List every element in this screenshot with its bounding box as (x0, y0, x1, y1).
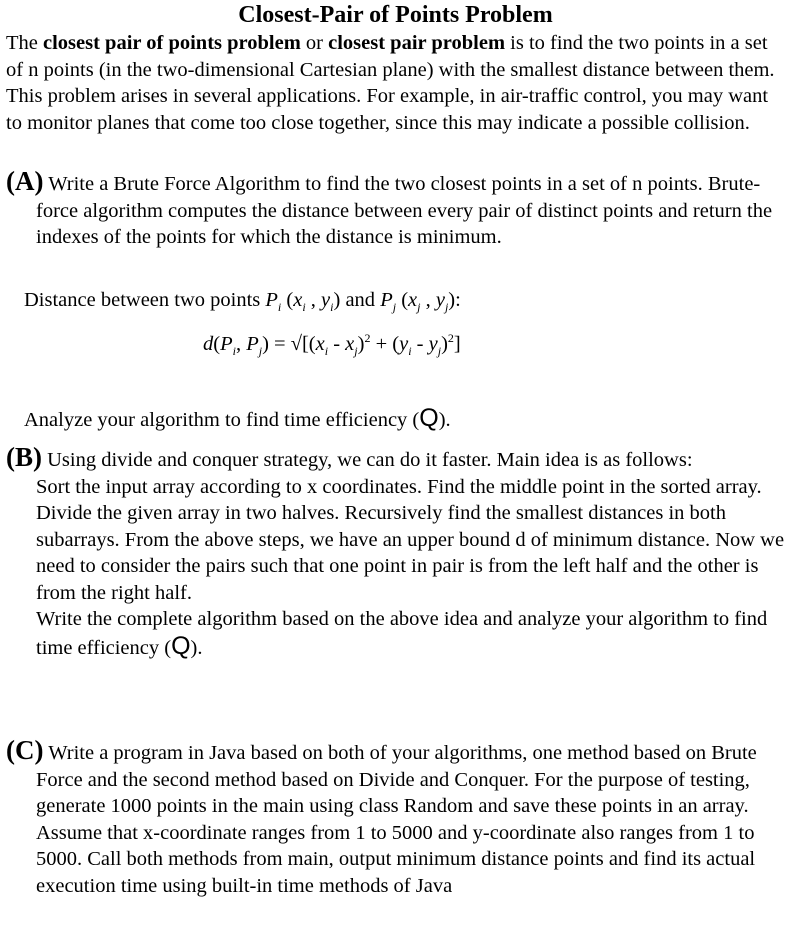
index-i: i (324, 344, 329, 358)
section-a (6, 168, 788, 251)
page-title: Closest-Pair of Points Problem (238, 2, 553, 28)
theta-symbol: Q (171, 631, 191, 660)
formula-d: d (203, 333, 214, 355)
formula-text: ) = √[( (262, 333, 316, 355)
coord-y: y (428, 333, 438, 355)
coord-y: y (435, 289, 445, 311)
point-p: P (246, 333, 259, 355)
theta-symbol: Q (419, 404, 439, 432)
intro-paragraph (6, 30, 788, 136)
analyze-text: ). (438, 409, 451, 431)
distance-formula: $d(P_i$, $P_j) = √[(x_i - x_j)^2 + (y_i - y_j)^2]$ (203, 331, 461, 358)
exponent-2: 2 (364, 331, 371, 345)
section-c (6, 737, 788, 899)
coord-x: x (293, 289, 303, 311)
index-i: i (302, 300, 306, 314)
section-b-intro: Using divide and conquer strategy, we can do it faster. Main idea is as follows: (42, 449, 693, 471)
section-b (6, 444, 788, 661)
point-p: P (380, 289, 393, 311)
distance-text: Distance between two points (24, 289, 266, 311)
formula-text: ] (453, 333, 461, 355)
index-j: j (444, 300, 449, 314)
section-b-task-end: ). (190, 636, 203, 659)
index-j: j (417, 300, 421, 314)
intro-text: or (300, 32, 329, 54)
section-c-text: Write a program in Java based on both of your algorithms, one method based on Brute Force and the second method based on Divide and Conquer. For the purpose of testing, generate 1000 points in the main using class Random and save these points in an array. Assume that x-coordinate ranges from 1 to 5000 and y-coordinate also ranges from 1 to 5000. Call both methods from main, output minimum distance points and find its actual execution time using built-in time methods of Java (36, 742, 757, 897)
index-j: j (392, 300, 397, 314)
index-i: i (330, 300, 334, 314)
section-b-task: Write the complete algorithm based on the above idea and analyze your algorithm to find time efficiency ( (36, 608, 768, 659)
formula-text: - (328, 333, 346, 355)
point-p: P (265, 289, 278, 311)
formula-text: ) (357, 333, 365, 355)
intro-term-closest-pair-of-points: closest pair of points problem (43, 32, 301, 54)
coord-x: x (315, 333, 325, 355)
intro-term-closest-pair: closest pair problem (328, 32, 506, 54)
distance-text: and (340, 289, 381, 311)
coord-x: x (345, 333, 355, 355)
coord-x: x (408, 289, 418, 311)
section-c-label: (C) (6, 735, 44, 765)
intro-text: The (6, 32, 43, 54)
formula-text: - (411, 333, 429, 355)
exponent-2: 2 (447, 331, 454, 345)
distance-definition: Distance between two points $P_i$ ($x_i$ , $y_i$) and $P_j$ ($x_j$ , $y_j$): (24, 289, 461, 314)
section-b-label: (B) (6, 442, 42, 472)
index-j: j (354, 344, 358, 358)
coord-y: y (399, 333, 409, 355)
intro-text: is to find the two points in a set of n points (in the two-dimensional Cartesian plane) with the smallest distance between them. This problem arises in several applications. For example, in air-traffic control, you may want to monitor planes that come too close together, since this may indicate a possible collision. (6, 32, 775, 134)
index-j: j (258, 344, 263, 358)
distance-text: ): (448, 289, 461, 311)
index-i: i (277, 300, 282, 314)
section-a-label: (A) (6, 166, 44, 196)
section-a-text: Write a Brute Force Algorithm to find the two closest points in a set of n points. Brute-force algorithm computes the distance between every pair of distinct points and return the indexes of the points for which the distance is minimum. (36, 173, 773, 248)
analyze-line (24, 405, 451, 433)
analyze-text: Analyze your algorithm to find time efficiency ( (24, 409, 420, 431)
index-j: j (437, 344, 442, 358)
formula-text: ) (441, 333, 448, 355)
section-b-steps: Sort the input array according to x coordinates. Find the middle point in the sorted array. Divide the given array in two halves. Recursively find the smallest distances in both subarrays. From the above steps, we have an upper bound d of minimum distance. Now we need to consider the pairs such that one point in pair is from the left half and the other is from the right half. (36, 475, 785, 604)
coord-y: y (321, 289, 331, 311)
index-i: i (232, 344, 236, 358)
index-i: i (408, 344, 412, 358)
point-p: P (220, 333, 233, 355)
formula-text: + ( (370, 333, 400, 355)
